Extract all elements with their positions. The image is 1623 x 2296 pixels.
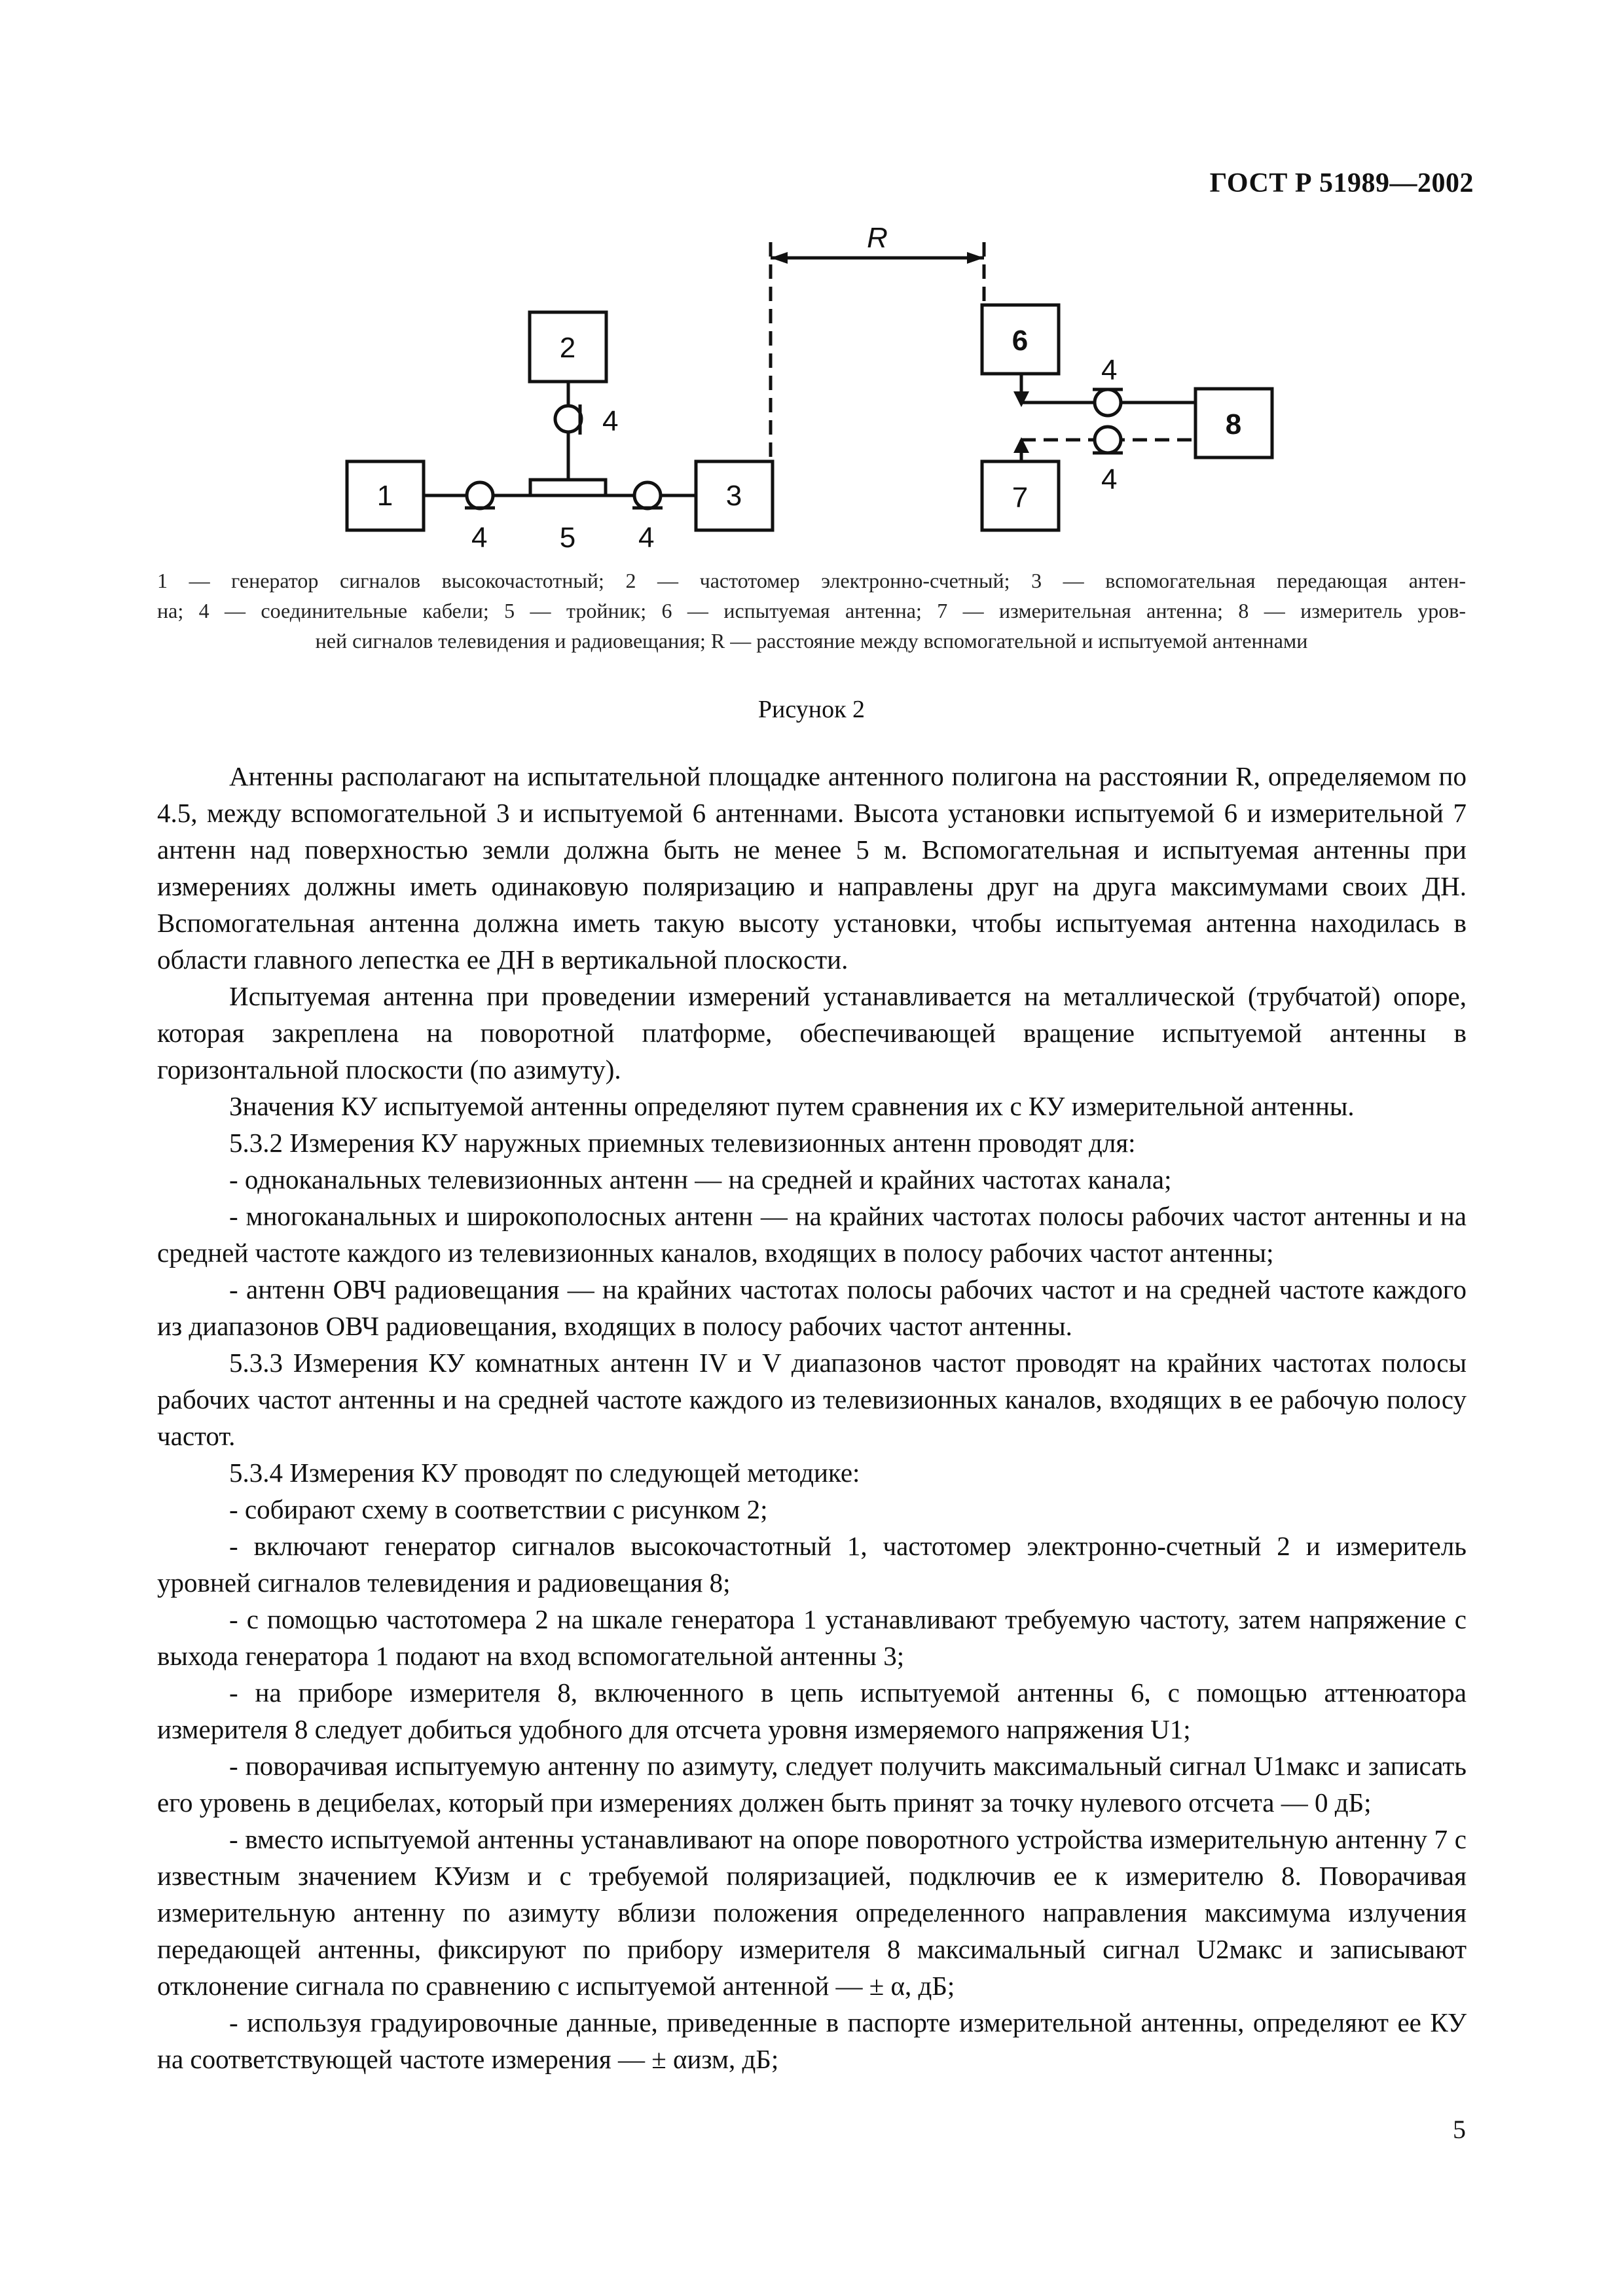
label-8: 8: [1225, 408, 1242, 440]
list-item: - многоканальных и широкополосных антенн — на крайних частотах полосы рабочих частот антенны и на средней частоте каждого из телевизионных каналов, входящих в полосу рабочих частот антенны;: [157, 1201, 1467, 1268]
section-5-3-2: 5.3.2 Измерения КУ наружных приемных телевизионных антенн проводят для:: [229, 1128, 1136, 1158]
label-4-right: 4: [638, 522, 655, 554]
caption-line-1: 1 — генератор сигналов высокочастотный; 2 — частотомер электронно-счетный; 3 — вспомогательная передающая антен-: [157, 569, 1466, 592]
cable-symbol-right: [634, 482, 661, 509]
paragraph: Испытуемая антенна при проведении измерений устанавливается на металлической (трубчатой) опоре, которая закреплена на поворотной платформе, обеспечивающей вращение испытуемой антенны в горизонтальной плоскости (по азимуту).: [157, 981, 1467, 1085]
tee-5: [530, 480, 606, 495]
figure-title: Рисунок 2: [757, 696, 866, 723]
cable-symbol-bottom: [1095, 427, 1121, 453]
label-3: 3: [725, 480, 742, 512]
label-4-bottom: 4: [1101, 463, 1118, 495]
section-5-3-3: 5.3.3 Измерения КУ комнатных антенн IV и V диапазонов частот проводят на крайних частотах полосы рабочих частот антенны и на средней частоте каждого из телевизионных каналов, входящих в ее рабочую полосу частот.: [157, 1348, 1467, 1451]
label-7: 7: [1012, 482, 1029, 514]
document-header: ГОСТ Р 51989—2002: [1209, 168, 1474, 198]
list-item: - используя градуировочные данные, приведенные в паспорте измерительной антенны, определяют ее КУ на соответствующей частоте измерения — ± αизм, дБ;: [157, 2007, 1467, 2074]
list-item: - на приборе измерителя 8, включенного в цепь испытуемой антенны 6, с помощью аттенюатора измерителя 8 следует добиться удобного для отсчета уровня измеряемого напряжения U1;: [157, 1677, 1467, 1744]
figure-2-diagram: [0, 0, 1623, 576]
list-item: - одноканальных телевизионных антенн — на средней и крайних частотах канала;: [229, 1164, 1172, 1194]
list-item: - антенн ОВЧ радиовещания — на крайних частотах полосы рабочих частот и на средней частоте каждого из диапазонов ОВЧ радиовещания, входящих в полосу рабочих частот антенны.: [157, 1274, 1467, 1341]
paragraph: Значения КУ испытуемой антенны определяют путем сравнения их с КУ измерительной антенны.: [229, 1091, 1355, 1121]
cable-symbol-top: [1095, 389, 1121, 416]
label-1: 1: [376, 480, 393, 512]
section-5-3-4: 5.3.4 Измерения КУ проводят по следующей методике:: [229, 1458, 860, 1488]
figure-caption: [157, 565, 1466, 656]
label-4-vertical: 4: [602, 405, 619, 437]
label-2: 2: [559, 332, 576, 364]
list-item: - включают генератор сигналов высокочастотный 1, частотомер электронно-счетный 2 и измеритель уровней сигналов телевидения и радиовещания 8;: [157, 1531, 1467, 1598]
page-number: 5: [1453, 2115, 1466, 2144]
list-item: - с помощью частотомера 2 на шкале генератора 1 устанавливают требуемую частоту, затем напряжение с выхода генератора 1 подают на вход вспомогательной антенны 3;: [157, 1604, 1467, 1671]
label-5: 5: [559, 522, 576, 554]
caption-line-2: на; 4 — соединительные кабели; 5 — тройник; 6 — испытуемая антенна; 7 — измерительная антенна; 8 — измеритель уров-: [157, 599, 1466, 622]
list-item: - собирают схему в соответствии с рисунком 2;: [229, 1494, 768, 1524]
list-item: - вместо испытуемой антенны устанавливают на опоре поворотного устройства измерительную антенну 7 с известным значением КУизм и с требуемой поляризацией, подключив ее к измерителю 8. Поворачивая измерительную антенну по азимуту вблизи положения определенного направления максимума излучения передающей антенны, фиксируют по прибору измерителя 8 максимальный сигнал U2макс и записывают отклонение сигнала по сравнению с испытуемой антенной — ± α, дБ;: [157, 1824, 1467, 2001]
label-6: 6: [1012, 325, 1029, 357]
paragraph: Антенны располагают на испытательной площадке антенного полигона на расстоянии R, определяемом по 4.5, между вспомогательной 3 и испытуемой 6 антеннами. Высота установки испытуемой 6 и измерительной 7 антенн над поверхностью земли должна быть не менее 5 м. Вспомогательная и испытуемая антенны при измерениях должны иметь одинаковую поляризацию и направлены друг на друга максимумами своих ДН. Вспомогательная антенна должна иметь такую высоту установки, чтобы испытуемая антенна находилась в области главного лепестка ее ДН в вертикальной плоскости.: [157, 761, 1467, 975]
label-4-top: 4: [1101, 354, 1118, 386]
label-4-left: 4: [471, 522, 488, 554]
body-text: [157, 758, 1467, 2077]
cable-symbol-left: [467, 482, 493, 509]
list-item: - поворачивая испытуемую антенну по азимуту, следует получить максимальный сигнал U1макс и записать его уровень в децибелах, который при измерениях должен быть принят за точку нулевого отсчета — 0 дБ;: [157, 1751, 1467, 1818]
caption-line-3: ней сигналов телевидения и радиовещания; R — расстояние между вспомогательной и испытуемой антеннами: [315, 629, 1308, 653]
label-r: R: [867, 222, 888, 254]
cable-symbol-vertical: [555, 406, 581, 432]
